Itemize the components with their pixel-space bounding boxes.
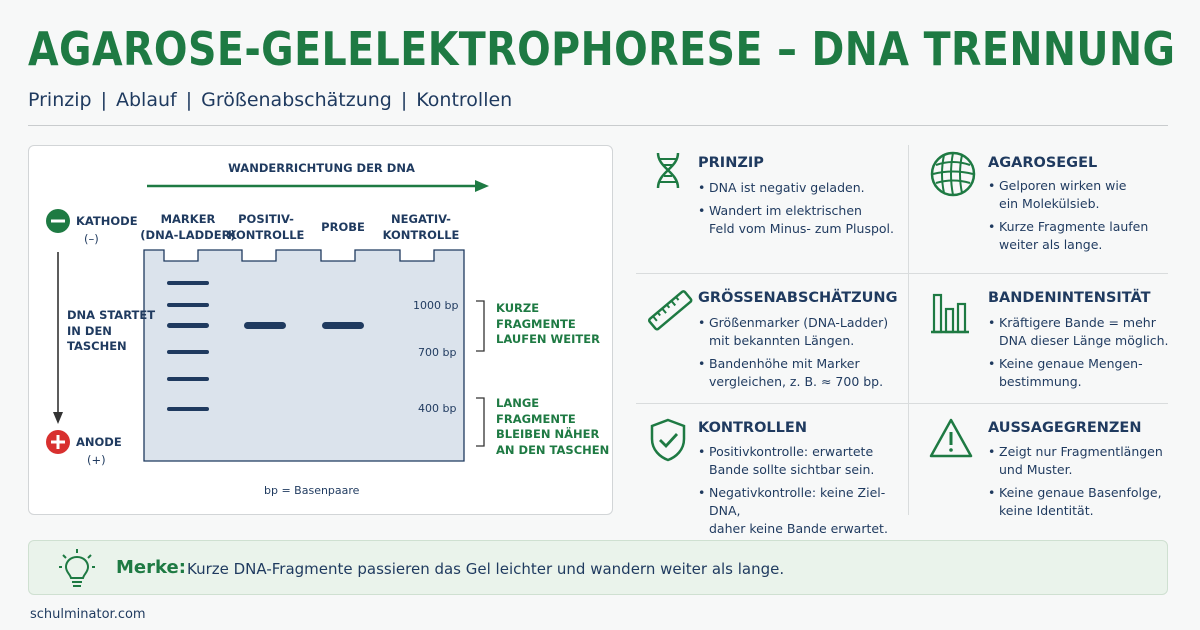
size-label-400: 400 bp	[418, 402, 457, 415]
size-label-700: 700 bp	[418, 346, 457, 359]
card-kontrollen	[636, 403, 902, 536]
card-agarosegel	[916, 145, 1182, 273]
start-note: DNA STARTET IN DEN TASCHEN	[67, 308, 156, 354]
lane-label-negative-control: NEGATIV- KONTROLLE	[382, 212, 460, 242]
shield-check-icon	[648, 417, 688, 463]
card-title: AUSSAGEGRENZEN	[988, 420, 1142, 436]
card-prinzip	[636, 145, 902, 273]
subtitle-nav	[28, 89, 512, 111]
direction-arrow-head	[475, 180, 489, 192]
info-card-grid	[636, 145, 1169, 536]
subtitle-item-kontrollen: Kontrollen	[416, 89, 513, 111]
subtitle-item-groessenabschaetzung: Größenabschätzung	[201, 89, 392, 111]
grid-divider	[908, 145, 909, 515]
card-aussagegrenzen	[916, 403, 1182, 518]
card-list	[988, 314, 1169, 396]
cathode-sign: (–)	[84, 232, 99, 246]
warning-icon	[928, 417, 974, 459]
gel-diagram	[28, 145, 613, 515]
ruler-icon	[644, 287, 694, 337]
lane-label-positive-control: POSITIV- KONTROLLE	[227, 212, 305, 242]
short-fragments-bracket	[476, 301, 484, 351]
marker-band	[167, 377, 209, 381]
card-list	[698, 314, 888, 396]
card-item: • Negativkontrolle: keine Ziel-DNA, daher keine Bande erwartet.	[698, 484, 902, 538]
card-item: • DNA ist negativ geladen.	[698, 179, 894, 197]
card-item: • Zeigt nur Fragmentlängen und Muster.	[988, 443, 1163, 479]
subtitle-item-prinzip: Prinzip	[28, 89, 92, 111]
subtitle-item-ablauf: Ablauf	[115, 89, 177, 111]
bar-chart-icon	[928, 291, 972, 335]
subtitle-separator: |	[185, 89, 193, 111]
size-label-1000: 1000 bp	[413, 299, 459, 312]
positive-control-band	[244, 322, 286, 329]
subtitle-separator: |	[400, 89, 408, 111]
card-item: • Gelporen wirken wie ein Molekülsieb.	[988, 177, 1148, 213]
cathode-label: KATHODE	[76, 214, 138, 228]
lane-label-sample: PROBE	[321, 220, 365, 234]
card-title: AGAROSEGEL	[988, 155, 1098, 171]
long-fragments-note: LANGE FRAGMENTE BLEIBEN NÄHER AN DEN TASCHEN	[496, 396, 610, 457]
merke-text: Kurze DNA-Fragmente passieren das Gel leichter und wandern weiter als lange.	[187, 560, 785, 578]
card-item: • Bandenhöhe mit Marker vergleichen, z. B. ≈ 700 bp.	[698, 355, 888, 391]
card-title: PRINZIP	[698, 155, 764, 171]
marker-band	[167, 350, 209, 354]
header-divider	[28, 125, 1168, 126]
merke-box	[28, 540, 1168, 595]
merke-label: Merke:	[116, 557, 186, 578]
marker-band	[167, 281, 209, 285]
card-list	[988, 443, 1163, 525]
short-fragments-note: KURZE FRAGMENTE LAUFEN WEITER	[496, 301, 600, 347]
anode-label: ANODE	[76, 435, 122, 449]
sample-band	[322, 322, 364, 329]
card-title: GRÖSSENABSCHÄTZUNG	[698, 290, 898, 306]
lane-label-marker: MARKER (DNA-LADDER)	[140, 212, 236, 242]
card-item: • Größenmarker (DNA-Ladder) mit bekannten Längen.	[698, 314, 888, 350]
page-title: AGAROSE-GELELEKTROPHORESE – DNA TRENNUNG	[28, 22, 1176, 76]
card-title: KONTROLLEN	[698, 420, 807, 436]
card-list	[698, 179, 894, 243]
direction-label: WANDERRICHTUNG DER DNA	[228, 161, 415, 175]
gel-mesh-icon	[928, 149, 978, 199]
card-list	[988, 177, 1148, 259]
anode-sign: (+)	[87, 453, 106, 467]
card-groessenabschaetzung	[636, 273, 902, 403]
marker-band	[167, 323, 209, 328]
subtitle-separator: |	[100, 89, 107, 111]
marker-band	[167, 407, 209, 411]
marker-band	[167, 303, 209, 307]
card-item: • Kräftigere Bande = mehr DNA dieser Länge möglich.	[988, 314, 1169, 350]
dna-helix-icon	[648, 150, 688, 200]
long-fragments-bracket	[476, 398, 484, 446]
card-item: • Keine genaue Mengen- bestimmung.	[988, 355, 1169, 391]
lightbulb-icon	[59, 548, 95, 590]
footer-source: schulminator.com	[30, 607, 146, 622]
card-item: • Wandert im elektrischen Feld vom Minus- zum Pluspol.	[698, 202, 894, 238]
card-list	[698, 443, 902, 543]
bp-legend: bp = Basenpaare	[264, 484, 360, 497]
card-item: • Kurze Fragmente laufen weiter als lange.	[988, 218, 1148, 254]
card-item: • Positivkontrolle: erwartete Bande sollte sichtbar sein.	[698, 443, 902, 479]
card-bandenintensitaet	[916, 273, 1182, 403]
card-title: BANDENINTENSITÄT	[988, 290, 1151, 306]
card-item: • Keine genaue Basenfolge, keine Identität.	[988, 484, 1163, 520]
downward-arrow-head	[53, 412, 63, 424]
